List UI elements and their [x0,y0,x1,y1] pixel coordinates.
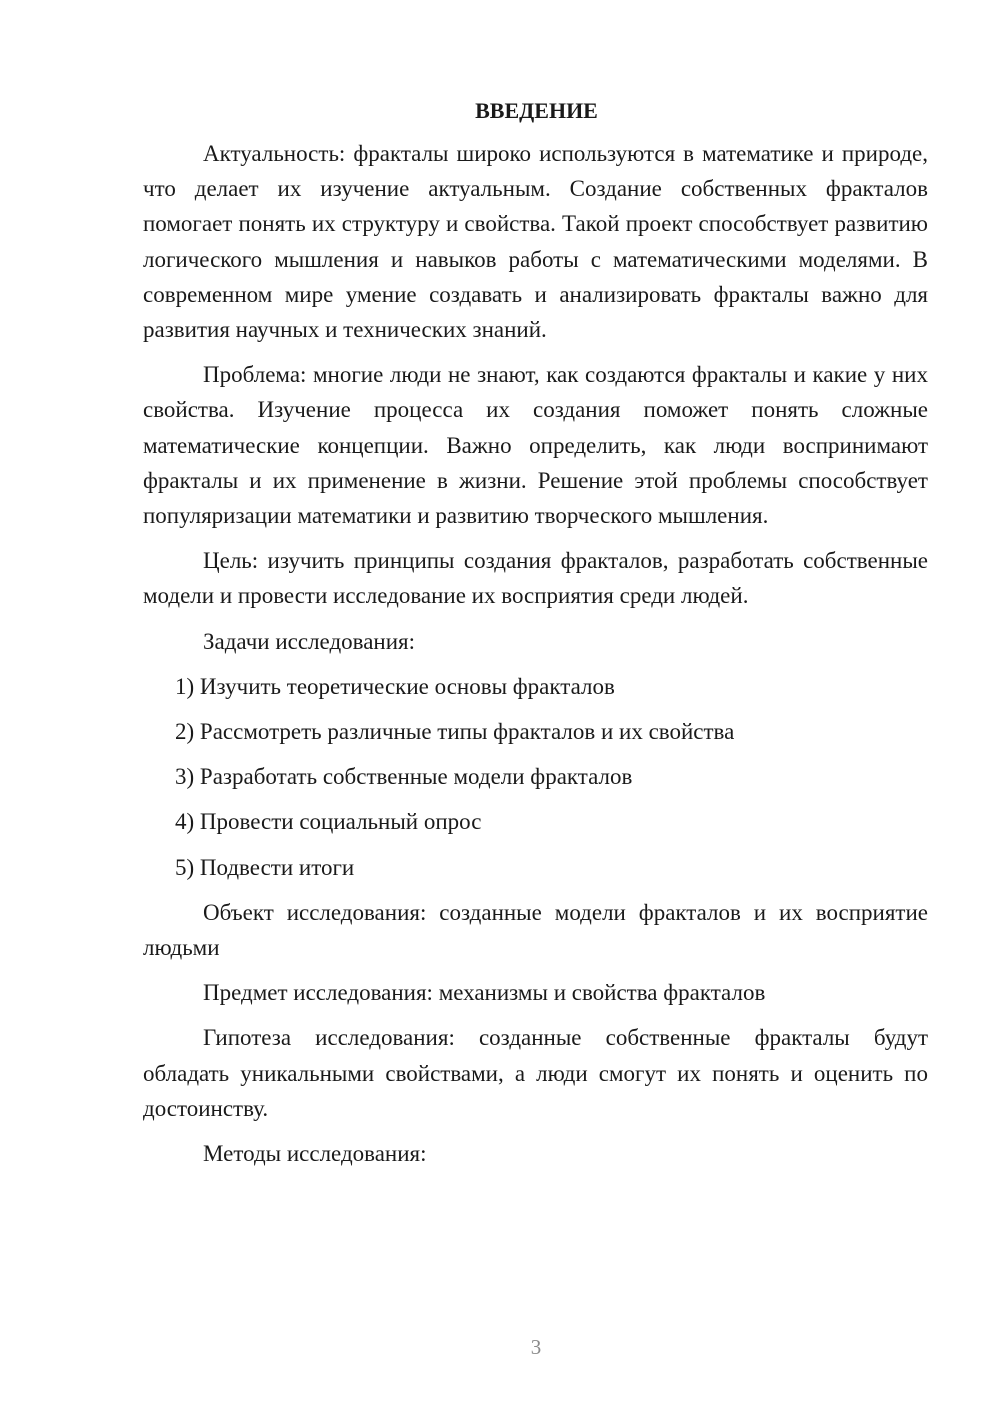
paragraph-relevance: Актуальность: фракталы широко используются в математике и природе, что делает их изучение актуальным. Создание собственных фракталов помогает понять их структуру и свойства. Такой проект способствует развитию логического мышления и навыков работы с математическими моделями. В современном мире умение создавать и анализировать фракталы важно для развития научных и технических знаний. [143,141,928,343]
paragraph-problem: Проблема: многие люди не знают, как создаются фракталы и какие у них свойства. Изучение процесса их создания поможет понять сложные математические концепции. Важно определить, как люди воспринимают фракталы и их применение в жизни. Решение этой проблемы способствует популяризации математики и развитию творческого мышления. [143,362,928,529]
section-title: ВВЕДЕНИЕ [475,98,598,123]
paragraph-object: Объект исследования: созданные модели фракталов и их восприятие людьми [143,899,928,961]
task-item-3: 3) Разработать собственные модели фракталов [175,764,633,790]
task-item-5: 5) Подвести итоги [175,854,355,880]
task-list [143,669,928,885]
tasks-heading: Задачи исследования: [203,628,416,654]
task-item-2: 2) Рассмотреть различные типы фракталов и их свойства [175,719,735,745]
task-item-4: 4) Провести социальный опрос [175,809,482,835]
page-number: 3 [530,1335,542,1359]
task-item-1: 1) Изучить теоретические основы фракталов [175,673,615,699]
page-content [143,96,928,1181]
paragraph-subject: Предмет исследования: механизмы и свойства фракталов [203,980,766,1006]
methods-heading: Методы исследования: [203,1141,427,1167]
paragraph-goal: Цель: изучить принципы создания фракталов, разработать собственные модели и провести исследование их восприятия среди людей. [143,548,928,609]
paragraph-hypothesis: Гипотеза исследования: созданные собственные фракталы будут обладать уникальными свойствами, а люди смогут их понять и оценить по достоинству. [143,1025,928,1121]
